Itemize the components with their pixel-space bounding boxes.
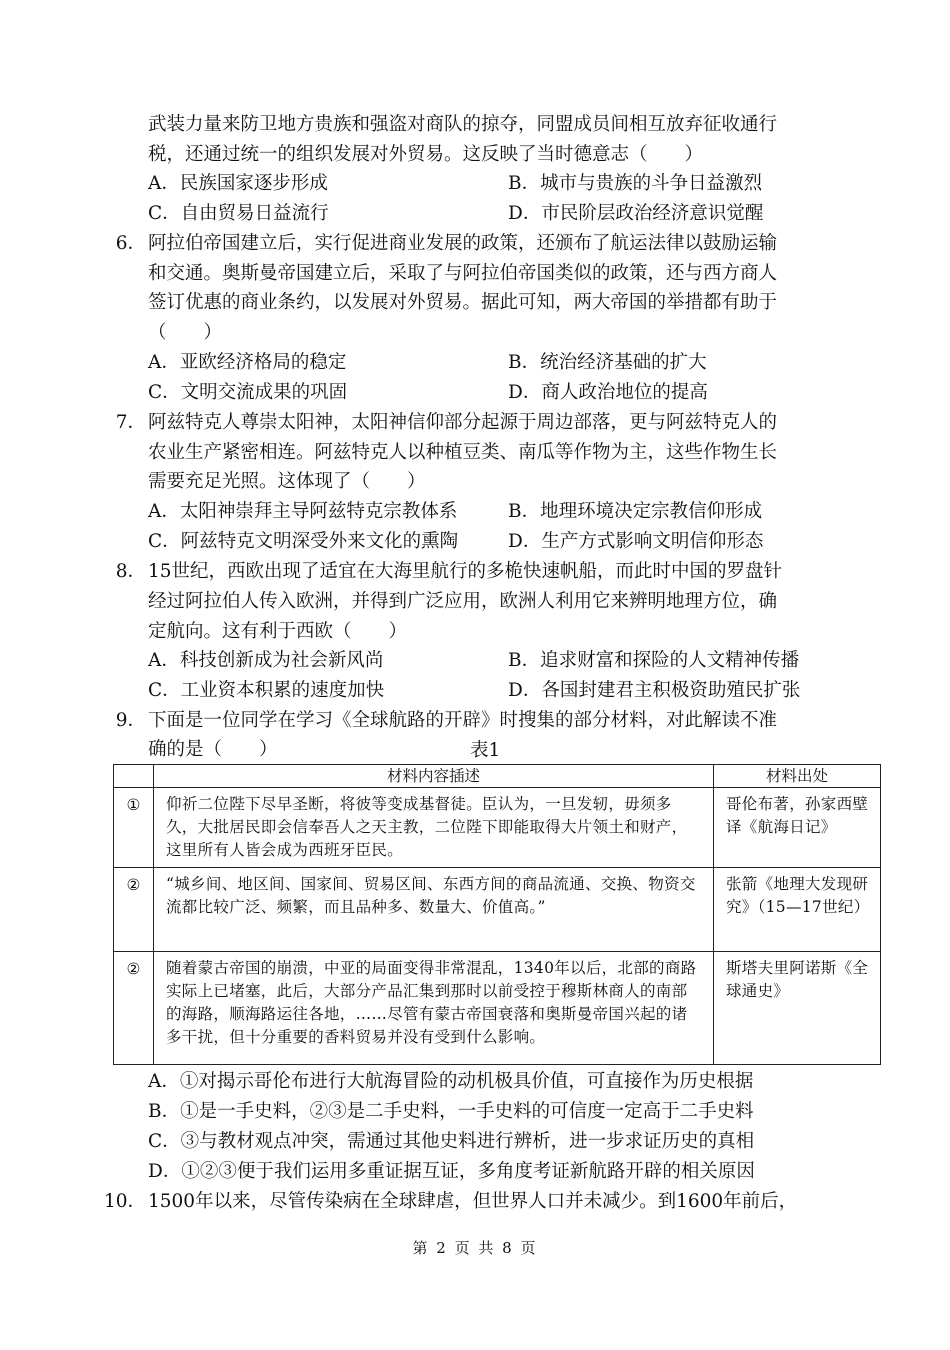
table-header-cell: 材料出处 <box>714 765 881 788</box>
q6-option-c[interactable]: C．文明交流成果的巩固 <box>148 382 348 403</box>
q8-stem-line: 经过阿拉伯人传入欧洲，并得到广泛应用，欧洲人利用它来辨明地理方位，确 <box>148 591 778 612</box>
row-number: ② <box>114 952 154 1065</box>
table-header-row <box>114 765 881 788</box>
q9-number: 9． <box>115 710 146 731</box>
table-row <box>114 868 881 952</box>
row-description: 仰祈二位陛下尽早圣断，将彼等变成基督徒。臣认为，一旦发轫，毋须多久，大批居民即会信奉吾人之天主教，二位陛下即能取得大片领土和财产，这里所有人皆会成为西班牙臣民。 <box>154 788 714 868</box>
q5-option-c[interactable]: C．自由贸易日益流行 <box>148 203 329 224</box>
q8-stem-line: 15世纪，西欧出现了适宜在大海里航行的多桅快速帆船，而此时中国的罗盘针 <box>148 561 783 582</box>
q7-stem-line: 阿兹特克人尊崇太阳神，太阳神信仰部分起源于周边部落，更与阿兹特克人的 <box>148 412 778 433</box>
q8-option-a[interactable]: A．科技创新成为社会新风尚 <box>148 650 384 671</box>
q6-stem-line: 阿拉伯帝国建立后，实行促进商业发展的政策，还颁布了航运法律以鼓励运输 <box>148 233 778 254</box>
q9-stem-line: 确的是（ ） <box>148 739 278 760</box>
q9-option-a[interactable]: A．①对揭示哥伦布进行大航海冒险的动机极具价值，可直接作为历史根据 <box>148 1071 754 1092</box>
q6-stem-line: （ ） <box>148 322 223 343</box>
q6-number: 6． <box>115 233 146 254</box>
row-number: ① <box>114 788 154 868</box>
page-footer: 第 2 页 共 8 页 <box>412 1239 538 1257</box>
q7-option-d[interactable]: D．生产方式影响文明信仰形态 <box>508 531 764 552</box>
q7-option-b[interactable]: B．地理环境决定宗教信仰形成 <box>508 501 763 522</box>
q5-stem-line: 税，还通过统一的组织发展对外贸易。这反映了当时德意志（ ） <box>148 144 704 165</box>
q9-option-c[interactable]: C．③与教材观点冲突，需通过其他史料进行辨析，进一步求证历史的真相 <box>148 1131 755 1152</box>
q6-option-d[interactable]: D．商人政治地位的提高 <box>508 382 708 403</box>
q10-number: 10． <box>103 1191 146 1212</box>
q8-option-b[interactable]: B．追求财富和探险的人文精神传播 <box>508 650 800 671</box>
source-table <box>113 764 881 1065</box>
q8-number: 8． <box>115 561 146 582</box>
row-description: 随着蒙古帝国的崩溃，中亚的局面变得非常混乱，1340年以后，北部的商路实际上已堵塞，此后，大部分产品汇集到那时以前受控于穆斯林商人的南部的海路，顺海路运往各地，……尽管有蒙古帝国衰落和奥斯曼帝国兴起的诸多干扰，但十分重要的香料贸易并没有受到什么影响。 <box>154 952 714 1065</box>
q9-option-b[interactable]: B．①是一手史料，②③是二手史料，一手史料的可信度一定高于二手史料 <box>148 1101 754 1122</box>
q9-option-d[interactable]: D．①②③便于我们运用多重证据互证，多角度考证新航路开辟的相关原因 <box>148 1161 755 1182</box>
q7-stem-line: 农业生产紧密相连。阿兹特克人以种植豆类、南瓜等作物为主，这些作物生长 <box>148 442 778 463</box>
q7-stem-line: 需要充足光照。这体现了（ ） <box>148 471 426 492</box>
table-row <box>114 788 881 868</box>
q7-option-c[interactable]: C．阿兹特克文明深受外来文化的熏陶 <box>148 531 459 552</box>
q5-option-b[interactable]: B．城市与贵族的斗争日益激烈 <box>508 173 763 194</box>
q8-option-d[interactable]: D．各国封建君主积极资助殖民扩张 <box>508 680 801 701</box>
row-source: 斯塔夫里阿诺斯《全球通史》 <box>714 952 881 1065</box>
row-description: “城乡间、地区间、国家间、贸易区间、东西方间的商品流通、交换、物资交流都比较广泛、频繁，而且品种多、数量大、价值高。” <box>154 868 714 952</box>
q9-stem-line: 下面是一位同学在学习《全球航路的开辟》时搜集的部分材料，对此解读不准 <box>148 710 778 731</box>
q6-option-a[interactable]: A．亚欧经济格局的稳定 <box>148 352 347 373</box>
q5-stem-line: 武装力量来防卫地方贵族和强盗对商队的掠夺，同盟成员间相互放弃征收通行 <box>148 114 778 135</box>
row-number: ② <box>114 868 154 952</box>
table-caption: 表1 <box>470 740 501 761</box>
q8-stem-line: 定航向。这有利于西欧（ ） <box>148 621 408 642</box>
q6-option-b[interactable]: B．统治经济基础的扩大 <box>508 352 707 373</box>
q5-option-d[interactable]: D．市民阶层政治经济意识觉醒 <box>508 203 764 224</box>
row-source: 哥伦布著，孙家西壁译《航海日记》 <box>714 788 881 868</box>
q5-option-a[interactable]: A．民族国家逐步形成 <box>148 173 328 194</box>
table-row <box>114 952 881 1065</box>
q7-option-a[interactable]: A．太阳神崇拜主导阿兹特克宗教体系 <box>148 501 458 522</box>
q10-stem-line: 1500年以来，尽管传染病在全球肆虐，但世界人口并未减少。到1600年前后， <box>148 1191 798 1212</box>
row-source: 张箭《地理大发现研究》（15—17世纪） <box>714 868 881 952</box>
table-header-cell <box>114 765 154 788</box>
q6-stem-line: 和交通。奥斯曼帝国建立后，采取了与阿拉伯帝国类似的政策，还与西方商人 <box>148 263 778 284</box>
q6-stem-line: 签订优惠的商业条约，以发展对外贸易。据此可知，两大帝国的举措都有助于 <box>148 292 778 313</box>
q7-number: 7． <box>115 412 146 433</box>
q8-option-c[interactable]: C．工业资本积累的速度加快 <box>148 680 385 701</box>
table-header-cell: 材料内容插述 <box>154 765 714 788</box>
